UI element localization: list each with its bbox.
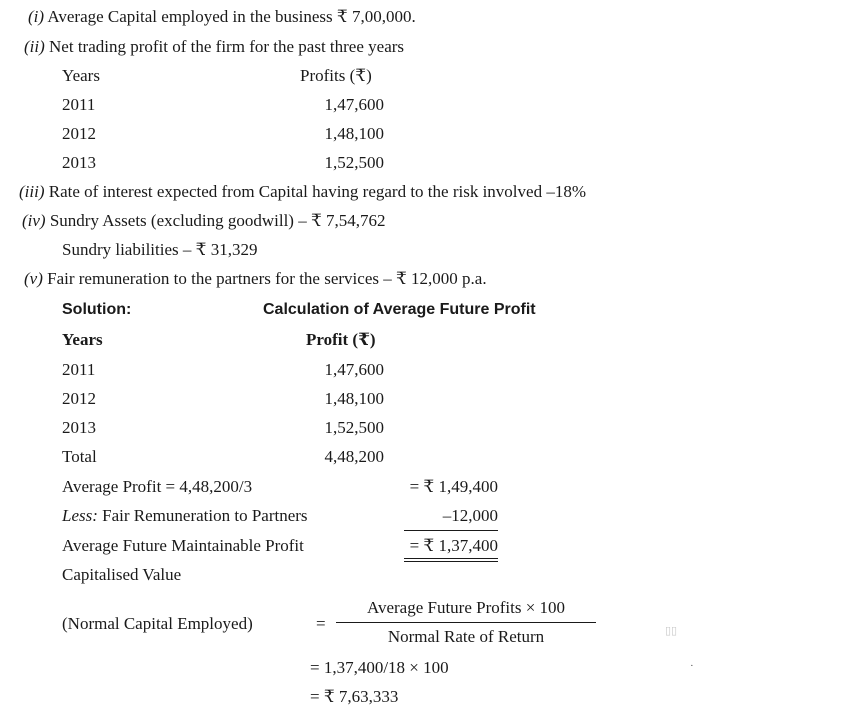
average-profit-value: = ₹ 1,49,400 — [409, 477, 498, 496]
solution-year: 2011 — [62, 360, 96, 379]
calculation-step-1: = 1,37,400/18 × 100 — [310, 658, 449, 677]
calculation-step-2: = ₹ 7,63,333 — [310, 687, 399, 706]
given-table-profit: 1,47,600 — [324, 95, 384, 114]
less-label-text: Fair Remuneration to Partners — [102, 506, 308, 525]
given-table-profit: 1,52,500 — [324, 153, 384, 172]
fraction-bar — [336, 622, 596, 623]
item-text: Fair remuneration to the partners for the services – ₹ 12,000 p.a. — [47, 269, 487, 288]
item-number: (iv) — [22, 211, 46, 230]
solution-total-label: Total — [62, 447, 97, 466]
fraction-numerator: Average Future Profits × 100 — [366, 598, 566, 617]
solution-header-years: Years — [62, 330, 103, 349]
afmp-label: Average Future Maintainable Profit — [62, 536, 304, 555]
average-profit-label: Average Profit = 4,48,200/3 — [62, 477, 253, 496]
total-rule-bottom — [404, 561, 498, 562]
scan-dot: · — [690, 660, 694, 672]
solution-year: 2013 — [62, 418, 96, 437]
solution-header-profit: Profit (₹) — [306, 330, 376, 349]
item-number: (ii) — [24, 37, 45, 56]
solution-label: Solution: — [62, 301, 132, 318]
less-remuneration-label — [62, 506, 308, 526]
fraction-denominator: Normal Rate of Return — [387, 627, 545, 646]
less-prefix: Less: — [62, 506, 98, 525]
item-text: Net trading profit of the firm for the past three years — [49, 37, 405, 56]
normal-capital-label: (Normal Capital Employed) — [62, 614, 253, 633]
given-item-1 — [28, 7, 416, 27]
item-text: Sundry Assets (excluding goodwill) – ₹ 7,54,762 — [49, 211, 386, 230]
solution-total-value: 4,48,200 — [324, 447, 384, 466]
given-item-2 — [24, 37, 404, 57]
item-number: (v) — [24, 269, 43, 288]
given-item-5 — [24, 269, 487, 289]
item-number: (i) — [28, 7, 45, 26]
given-table-year: 2012 — [62, 124, 96, 143]
given-table-year: 2011 — [62, 95, 96, 114]
capitalised-value-label: Capitalised Value — [62, 565, 182, 584]
item-number: (iii) — [19, 182, 45, 201]
given-table-header-years: Years — [62, 66, 100, 85]
given-table-header-profits: Profits (₹) — [300, 66, 372, 85]
subtotal-rule — [404, 530, 498, 531]
given-table-year: 2013 — [62, 153, 96, 172]
item-text: Rate of interest expected from Capital having regard to the risk involved –18% — [48, 182, 586, 201]
solution-profit: 1,47,600 — [324, 360, 384, 379]
given-item-3 — [19, 182, 586, 202]
afmp-value: = ₹ 1,37,400 — [409, 536, 498, 555]
less-remuneration-value: –12,000 — [442, 506, 498, 525]
solution-year: 2012 — [62, 389, 96, 408]
sundry-liabilities: Sundry liabilities – ₹ 31,329 — [62, 240, 258, 259]
solution-title: Calculation of Average Future Profit — [263, 301, 536, 318]
scan-mark: ▯▯ — [665, 625, 678, 637]
equals-sign: = — [316, 614, 326, 633]
total-rule-top — [404, 558, 498, 559]
item-text: Average Capital employed in the business ₹ 7,00,000. — [47, 7, 416, 26]
given-table-profit: 1,48,100 — [324, 124, 384, 143]
given-item-4 — [22, 211, 386, 231]
solution-profit: 1,48,100 — [324, 389, 384, 408]
solution-profit: 1,52,500 — [324, 418, 384, 437]
